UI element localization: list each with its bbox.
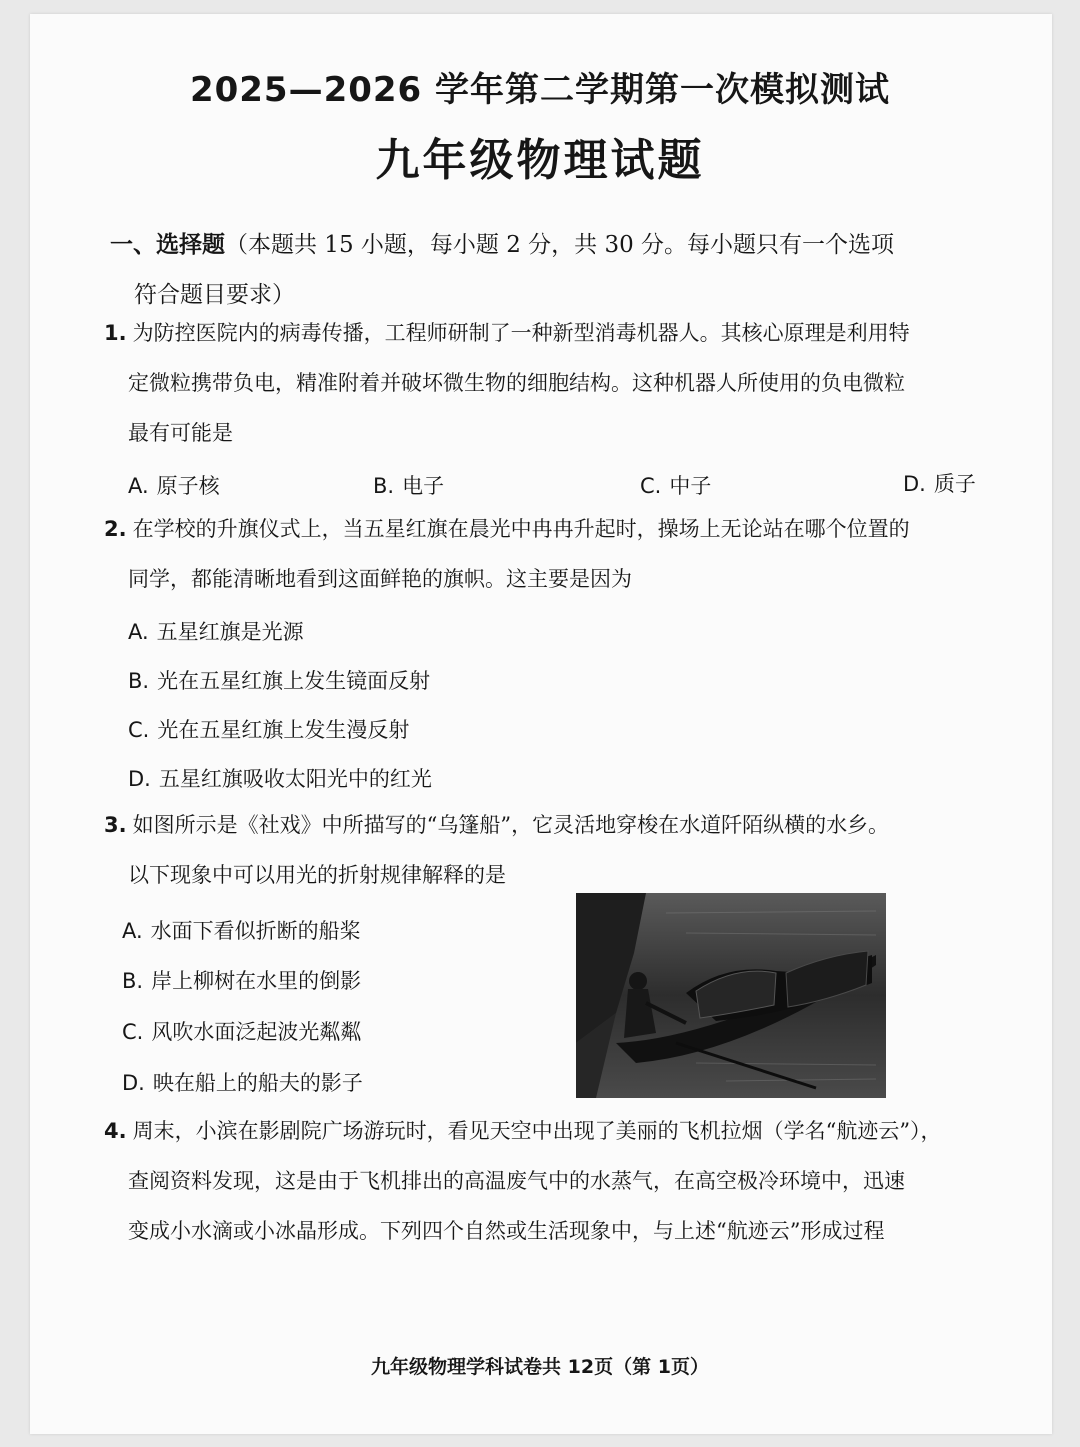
question-text: 如图所示是《社戏》中所描写的“乌篷船”，它灵活地穿梭在水道阡陌纵横的水乡。 [132, 813, 890, 837]
section-heading [110, 220, 990, 320]
option-a: A. 五星红旗是光源 [128, 620, 304, 644]
section-title: 一、选择题 [110, 232, 225, 258]
question-number: 2. [104, 517, 127, 541]
boat-photo [576, 893, 886, 1098]
option-a: A. 水面下看似折断的船桨 [122, 919, 361, 943]
question-2 [104, 504, 994, 604]
option-c: C. 中子 [640, 474, 712, 498]
exam-subtitle: 九年级物理试题 [375, 135, 705, 186]
option-d: D. 五星红旗吸收太阳光中的红光 [128, 767, 432, 791]
question-3 [104, 800, 994, 900]
question-text: 周末，小滨在影剧院广场游玩时，看见天空中出现了美丽的飞机拉烟（学名“航迹云”）， [132, 1119, 942, 1143]
option-c: C. 风吹水面泛起波光粼粼 [122, 1020, 362, 1044]
question-text: 变成小水滴或小冰晶形成。下列四个自然或生活现象中，与上述“航迹云”形成过程 [128, 1219, 885, 1243]
option-b: B. 光在五星红旗上发生镜面反射 [128, 669, 431, 693]
page-footer: 九年级物理学科试卷共 12页（第 1页） [371, 1356, 709, 1378]
option-b: B. 岸上柳树在水里的倒影 [122, 969, 362, 993]
question-number: 4. [104, 1119, 127, 1143]
question-text: 最有可能是 [128, 421, 233, 445]
section-desc-1: （本题共 15 小题，每小题 2 分，共 30 分。每小题只有一个选项 [225, 232, 895, 258]
exam-title: 2025—2026 学年第二学期第一次模拟测试 [189, 70, 891, 110]
question-number: 3. [104, 813, 127, 837]
question-number: 1. [104, 321, 127, 345]
question-text: 同学，都能清晰地看到这面鲜艳的旗帜。这主要是因为 [128, 567, 632, 591]
option-d: D. 映在船上的船夫的影子 [122, 1071, 363, 1095]
question-4 [104, 1106, 994, 1256]
section-desc-2: 符合题目要求） [134, 282, 295, 308]
option-d: D. 质子 [903, 472, 976, 496]
question-text: 以下现象中可以用光的折射规律解释的是 [128, 863, 506, 887]
option-a: A. 原子核 [128, 474, 220, 498]
question-text: 查阅资料发现，这是由于飞机排出的高温废气中的水蒸气，在高空极冷环境中，迅速 [128, 1169, 905, 1193]
question-text: 定微粒携带负电，精准附着并破坏微生物的细胞结构。这种机器人所使用的负电微粒 [128, 371, 905, 395]
question-text: 为防控医院内的病毒传播，工程师研制了一种新型消毒机器人。其核心原理是利用特 [132, 321, 910, 345]
option-c: C. 光在五星红旗上发生漫反射 [128, 718, 410, 742]
option-b: B. 电子 [373, 474, 445, 498]
question-1 [104, 308, 994, 458]
question-text: 在学校的升旗仪式上，当五星红旗在晨光中冉冉升起时，操场上无论站在哪个位置的 [132, 517, 910, 541]
